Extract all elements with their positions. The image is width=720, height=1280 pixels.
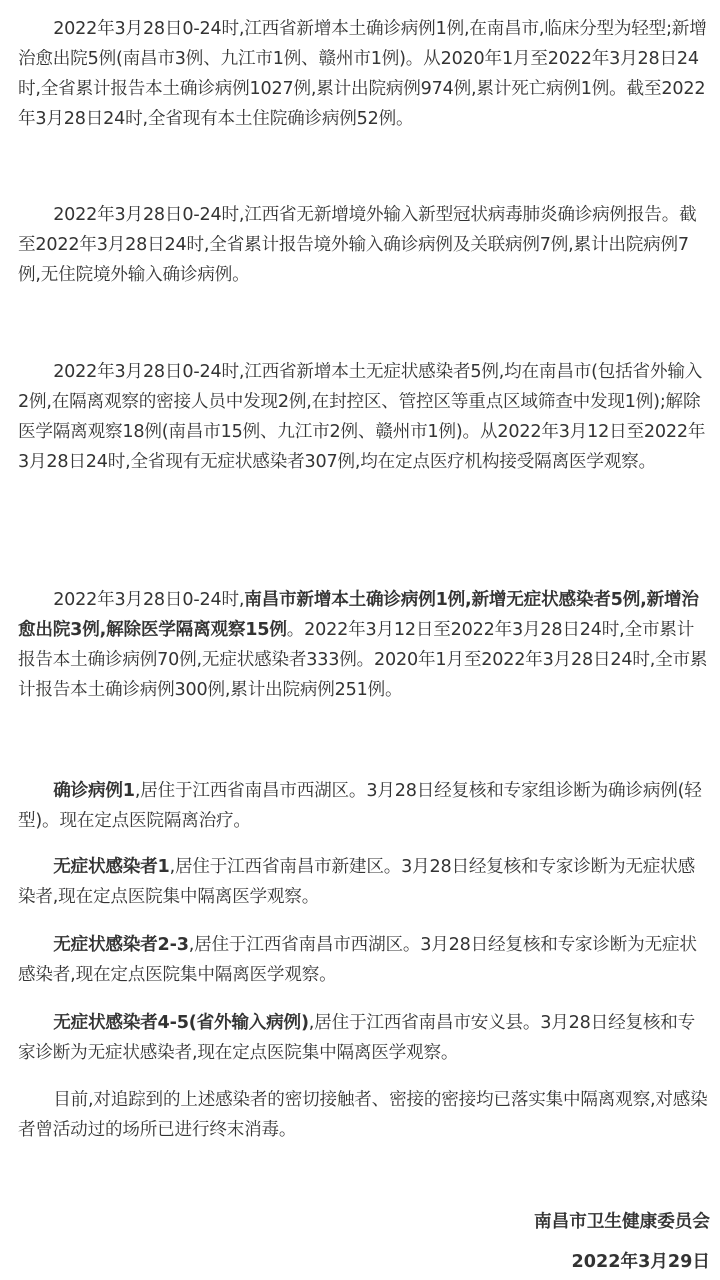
case-title: 无症状感染者1 — [53, 857, 170, 877]
nanchang-highlight: 南昌市新增本土确诊病例1例,新增无症状感染者5例,新增治愈出院3例,解除医学隔离观察15例 — [18, 590, 699, 640]
case-title: 无症状感染者4-5(省外输入病例) — [53, 1013, 309, 1033]
case-text: ,居住于江西省南昌市安义县。3月28日经复核和专家诊断为无症状感染者,现在定点医院集中隔离医学观察。 — [18, 1013, 696, 1063]
case-text: ,居住于江西省南昌市新建区。3月28日经复核和专家诊断为无症状感染者,现在定点医院集中隔离医学观察。 — [18, 857, 695, 907]
paragraph-closing: 目前,对追踪到的上述感染者的密切接触者、密接的密接均已落实集中隔离观察,对感染者曾活动过的场所已进行终末消毒。 — [18, 1090, 708, 1140]
case-title: 确诊病例1 — [53, 781, 135, 801]
case-title: 无症状感染者2-3 — [53, 935, 189, 955]
signature-organization: 南昌市卫生健康委员会 — [534, 1212, 710, 1232]
nanchang-lead: 2022年3月28日0-24时, — [53, 590, 245, 610]
case-item — [18, 852, 710, 912]
case-text: ,居住于江西省南昌市西湖区。3月28日经复核和专家组诊断为确诊病例(轻型)。现在定点医院隔离治疗。 — [18, 781, 702, 831]
case-item — [18, 1008, 710, 1068]
signature-date: 2022年3月29日 — [571, 1252, 710, 1272]
paragraph-province-confirmed: 2022年3月28日0-24时,江西省新增本土确诊病例1例,在南昌市,临床分型为轻型;新增治愈出院5例(南昌市3例、九江市1例、赣州市1例)。从2020年1月至2022年3月28日24时,全省累计报告本土确诊病例1027例,累计出院病例974例,累计死亡病例1例。截至2022年3月28日24时,全省现有本土住院确诊病例52例。 — [18, 19, 707, 129]
paragraph-nanchang-summary — [18, 585, 710, 705]
case-text: ,居住于江西省南昌市西湖区。3月28日经复核和专家诊断为无症状感染者,现在定点医院集中隔离医学观察。 — [18, 935, 697, 985]
case-item — [18, 776, 710, 836]
paragraph-province-asymptomatic: 2022年3月28日0-24时,江西省新增本土无症状感染者5例,均在南昌市(包括省外输入2例,在隔离观察的密接人员中发现2例,在封控区、管控区等重点区域筛查中发现1例);解除医学隔离观察18例(南昌市15例、九江市2例、赣州市1例)。从2022年3月12日至2022年3月28日24时,全省现有无症状感染者307例,均在定点医疗机构接受隔离医学观察。 — [18, 362, 706, 472]
case-item — [18, 930, 710, 990]
paragraph-imported-cases: 2022年3月28日0-24时,江西省无新增境外输入新型冠状病毒肺炎确诊病例报告。截至2022年3月28日24时,全省累计报告境外输入确诊病例及关联病例7例,累计出院病例7例,无住院境外输入确诊病例。 — [18, 205, 697, 285]
nanchang-rest: 。2022年3月12日至2022年3月28日24时,全市累计报告本土确诊病例70例,无症状感染者333例。2020年1月至2022年3月28日24时,全市累计报告本土确诊病例300例,累计出院病例251例。 — [18, 620, 708, 700]
